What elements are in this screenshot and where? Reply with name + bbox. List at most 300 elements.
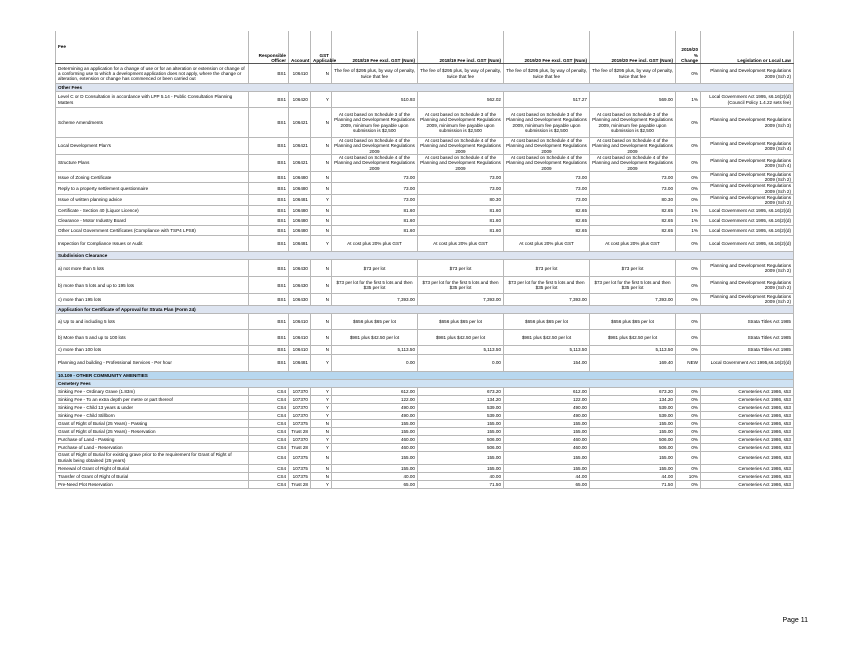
legislation-cell: Cemeteries Act 1986, s53 (701, 472, 794, 480)
fee-1819-excl-cell: 155.00 (332, 419, 418, 427)
fee-cell: Level C or D Consultation in accordance with LPP 5.14 - Public Consultation Planning Matters (56, 92, 249, 108)
fee-1819-excl-cell: 73.00 (332, 183, 418, 194)
gst-cell: Y (311, 395, 332, 403)
col-gst: GST Applicable (311, 31, 332, 64)
table-row (56, 216, 794, 226)
gst-cell: N (311, 138, 332, 155)
col-1920-excl: 2019/20 Fee excl. GST (Num) (504, 31, 590, 64)
fee-1920-incl-cell: 155.00 (590, 427, 676, 435)
officer-cell: BS1 (249, 226, 289, 236)
change-cell: 0% (676, 108, 701, 138)
fee-cell: Grant of Right of Burial (25 Years) - Passing (56, 419, 249, 427)
col-account: Account (289, 31, 311, 64)
account-cell: 106410 (289, 345, 311, 354)
fee-1920-incl-cell: $656 plus $65 per lot (590, 313, 676, 329)
fee-cell: Reply to a property settlement questionnaire (56, 183, 249, 194)
section-label: Other Fees (56, 84, 794, 92)
account-cell: Trust 28 (289, 480, 311, 488)
fee-1920-incl-cell: 506.00 (590, 443, 676, 451)
gst-cell: N (311, 206, 332, 216)
fee-cell: b) More than 5 and up to 100 lots (56, 329, 249, 345)
account-cell: 106480 (289, 226, 311, 236)
officer-cell: CS4 (249, 472, 289, 480)
section-row (56, 305, 794, 313)
gst-cell: Y (311, 194, 332, 205)
officer-cell: CS4 (249, 464, 289, 472)
gst-cell: Y (311, 480, 332, 488)
table-row (56, 108, 794, 138)
fee-schedule (55, 31, 793, 489)
fee-1819-incl-cell: $73 per lot for the first 5 lots and then $35 per lot (418, 277, 504, 294)
fee-1920-excl-cell: 154.00 (504, 354, 590, 371)
fee-1920-excl-cell: 65.00 (504, 480, 590, 488)
fee-1920-incl-cell: At cost based on Schedule 4 of the Planning and Development Regulations 2009 (590, 138, 676, 155)
table-row (56, 260, 794, 277)
officer-cell: BS1 (249, 183, 289, 194)
fee-1819-excl-cell: 490.00 (332, 411, 418, 419)
fee-1819-incl-cell: At cost based on Schedule 4 of the Planning and Development Regulations 2009 (418, 138, 504, 155)
fee-1819-incl-cell: 539.00 (418, 411, 504, 419)
legislation-cell: Local Government Act 1995, s6.16(2)(d) (701, 216, 794, 226)
legislation-cell: Planning and Development Regulations 2009 (Sch 2) (701, 277, 794, 294)
legislation-cell: Planning and Development Regulations 2009 (Sch 2) (701, 294, 794, 305)
fee-cell: b) more than 5 lots and up to 195 lots (56, 277, 249, 294)
gst-cell: N (311, 464, 332, 472)
officer-cell: BS1 (249, 155, 289, 172)
change-cell: 1% (676, 92, 701, 108)
fee-1819-incl-cell: 73.00 (418, 172, 504, 183)
change-cell: 0% (676, 329, 701, 345)
change-cell: 0% (676, 464, 701, 472)
change-cell: 0% (676, 183, 701, 194)
officer-cell: CS4 (249, 451, 289, 464)
fee-1920-incl-cell: 155.00 (590, 419, 676, 427)
fee-1920-excl-cell: 122.00 (504, 395, 590, 403)
gst-cell: Y (311, 354, 332, 371)
account-cell: 106480 (289, 206, 311, 216)
fee-1920-excl-cell: 490.00 (504, 403, 590, 411)
table-row (56, 226, 794, 236)
fee-1920-excl-cell: At cost based on Schedule 4 of the Planning and Development Regulations 2009 (504, 155, 590, 172)
legislation-cell: Planning and Development Regulations 2009 (Sch 2) (701, 194, 794, 205)
fee-1920-incl-cell: 5,113.50 (590, 345, 676, 354)
account-cell: 106410 (289, 313, 311, 329)
gst-cell: Y (311, 443, 332, 451)
gst-cell: N (311, 313, 332, 329)
officer-cell: BS1 (249, 354, 289, 371)
table-row (56, 387, 794, 395)
table-row (56, 277, 794, 294)
fee-cell: Other Local Government Certificates (Compliance with TSP4 LPS8) (56, 226, 249, 236)
fee-cell: Transfer of Grant of Right of Burial (56, 472, 249, 480)
fee-1819-incl-cell: At cost based on Schedule 4 of the Planning and Development Regulations 2009 (418, 155, 504, 172)
change-cell: 0% (676, 427, 701, 435)
fee-1819-excl-cell: 73.00 (332, 194, 418, 205)
fee-1819-incl-cell: $656 plus $65 per lot (418, 313, 504, 329)
col-1819-excl: 2018/19 Fee excl. GST (Num) (332, 31, 418, 64)
officer-cell: BS1 (249, 92, 289, 108)
table-row (56, 403, 794, 411)
account-cell: 107370 (289, 411, 311, 419)
officer-cell: BS1 (249, 194, 289, 205)
fee-1819-excl-cell: 81.60 (332, 206, 418, 216)
fee-1920-incl-cell: 506.00 (590, 435, 676, 443)
officer-cell: BS1 (249, 313, 289, 329)
officer-cell: CS4 (249, 480, 289, 488)
fee-cell: Certificate - Section 40 (Liquor Licence) (56, 206, 249, 216)
fee-cell: Clearance - Motor Industry Board (56, 216, 249, 226)
fee-1920-excl-cell: 460.00 (504, 435, 590, 443)
fee-cell: Sinking Fee - Child 13 years & under (56, 403, 249, 411)
gst-cell: N (311, 277, 332, 294)
change-cell: 0% (676, 313, 701, 329)
account-cell: 107375 (289, 451, 311, 464)
legislation-cell: Strata Titles Act 1985 (701, 345, 794, 354)
table-row (56, 92, 794, 108)
fee-1819-excl-cell: $73 per lot (332, 260, 418, 277)
gst-cell: Y (311, 236, 332, 252)
officer-cell: CS4 (249, 395, 289, 403)
fee-1920-excl-cell: At cost based on Schedule 4 of the Planning and Development Regulations 2009 (504, 138, 590, 155)
fee-1920-excl-cell: At cost based on Schedule 3 of the Planning and Development Regulations 2009, minimum fee payable upon submission is $2,500 (504, 108, 590, 138)
fee-1819-excl-cell: 490.00 (332, 403, 418, 411)
account-cell: 106421 (289, 155, 311, 172)
fee-1819-excl-cell: 510.93 (332, 92, 418, 108)
fee-cell: Local Development Plan's (56, 138, 249, 155)
fee-1920-incl-cell: 539.00 (590, 411, 676, 419)
account-cell: 107370 (289, 395, 311, 403)
fee-1819-incl-cell: $981 plus $42.50 per lot (418, 329, 504, 345)
fee-1920-incl-cell: 44.00 (590, 472, 676, 480)
fee-cell: Planning and building - Professional Services - Per hour (56, 354, 249, 371)
change-cell: 0% (676, 435, 701, 443)
fee-1819-incl-cell: 7,393.00 (418, 294, 504, 305)
gst-cell: N (311, 419, 332, 427)
fee-1819-excl-cell: 0.00 (332, 354, 418, 371)
fee-1819-incl-cell: 134.20 (418, 395, 504, 403)
fee-cell: Issue of written planning advice (56, 194, 249, 205)
table-row (56, 451, 794, 464)
table-row (56, 472, 794, 480)
legislation-cell: Planning and Development Regulations 2009 (Sch 2) (701, 64, 794, 84)
legislation-cell: Planning and Development Regulations 2009 (Sch 2) (701, 172, 794, 183)
gst-cell: N (311, 108, 332, 138)
fee-1920-incl-cell: $981 plus $42.50 per lot (590, 329, 676, 345)
legislation-cell: Strata Titles Act 1985 (701, 329, 794, 345)
account-cell: 106481 (289, 194, 311, 205)
fee-cell: c) more than 100 lots (56, 345, 249, 354)
change-cell: 0% (676, 277, 701, 294)
fee-1920-incl-cell: 7,393.00 (590, 294, 676, 305)
account-cell: 107375 (289, 472, 311, 480)
officer-cell: BS1 (249, 329, 289, 345)
legislation-cell: Cemeteries Act 1986, s53 (701, 443, 794, 451)
fee-cell: Purchase of Land - Passing (56, 435, 249, 443)
officer-cell: BS1 (249, 345, 289, 354)
account-cell: 107375 (289, 419, 311, 427)
fee-1819-incl-cell: 155.00 (418, 451, 504, 464)
table-row (56, 313, 794, 329)
fee-1819-incl-cell: 155.00 (418, 427, 504, 435)
legislation-cell: Cemeteries Act 1986, s53 (701, 419, 794, 427)
change-cell: 0% (676, 64, 701, 84)
fee-cell: Issue of Zoning Certificate (56, 172, 249, 183)
col-1819-incl: 2018/19 Fee incl. GST (Num) (418, 31, 504, 64)
table-row (56, 435, 794, 443)
table-row (56, 206, 794, 216)
fee-1819-excl-cell: 81.60 (332, 226, 418, 236)
fee-1920-excl-cell: 155.00 (504, 427, 590, 435)
account-cell: 106421 (289, 138, 311, 155)
col-1920-incl: 2019/20 Fee incl. GST (Num) (590, 31, 676, 64)
change-cell: 0% (676, 155, 701, 172)
table-row (56, 64, 794, 84)
table-row (56, 480, 794, 488)
fee-1920-incl-cell: 80.30 (590, 194, 676, 205)
account-cell: 106410 (289, 329, 311, 345)
fee-cell: Scheme Amendments (56, 108, 249, 138)
fee-1920-excl-cell: 73.00 (504, 172, 590, 183)
page-number: Page 11 (782, 617, 808, 624)
legislation-cell: Cemeteries Act 1986, s53 (701, 464, 794, 472)
account-cell: 106410 (289, 64, 311, 84)
gst-cell: N (311, 329, 332, 345)
legislation-cell: Cemeteries Act 1986, s53 (701, 395, 794, 403)
officer-cell: BS1 (249, 260, 289, 277)
fee-1920-incl-cell: $73 per lot for the first 5 lots and then $35 per lot (590, 277, 676, 294)
change-cell: 0% (676, 395, 701, 403)
fee-1920-excl-cell: 7,393.00 (504, 294, 590, 305)
fee-1920-incl-cell: 539.00 (590, 403, 676, 411)
officer-cell: BS1 (249, 64, 289, 84)
legislation-cell: Cemeteries Act 1986, s53 (701, 427, 794, 435)
account-cell: 106480 (289, 172, 311, 183)
change-cell: 0% (676, 194, 701, 205)
col-officer: Responsible Officer (249, 31, 289, 64)
col-legislation: Legislation or Local Law (701, 31, 794, 64)
fee-1819-incl-cell: $73 per lot (418, 260, 504, 277)
fee-1819-excl-cell: $981 plus $42.50 per lot (332, 329, 418, 345)
table-row (56, 443, 794, 451)
legislation-cell: Cemeteries Act 1986, s53 (701, 480, 794, 488)
fee-1819-excl-cell: The fee of $295 plus, by way of penalty, twice that fee (332, 64, 418, 84)
officer-cell: BS1 (249, 172, 289, 183)
fee-1819-incl-cell: 40.00 (418, 472, 504, 480)
table-row (56, 172, 794, 183)
legislation-cell: Cemeteries Act 1986, s53 (701, 411, 794, 419)
account-cell: 106430 (289, 294, 311, 305)
fee-1920-excl-cell: 82.65 (504, 226, 590, 236)
gst-cell: N (311, 260, 332, 277)
officer-cell: CS4 (249, 443, 289, 451)
fee-1819-excl-cell: 7,393.00 (332, 294, 418, 305)
fee-1819-excl-cell: 155.00 (332, 464, 418, 472)
gst-cell: Y (311, 387, 332, 395)
fee-1819-incl-cell: 155.00 (418, 419, 504, 427)
officer-cell: CS4 (249, 387, 289, 395)
officer-cell: BS1 (249, 294, 289, 305)
col-fee: Fee (56, 31, 249, 64)
section-row (56, 252, 794, 260)
account-cell: 107370 (289, 387, 311, 395)
fee-1920-incl-cell: 673.20 (590, 387, 676, 395)
legislation-cell: Local Government Act 1995, s6.16(2)(d) (701, 206, 794, 216)
table-body (56, 64, 794, 489)
fee-1920-incl-cell: 155.00 (590, 451, 676, 464)
fee-1819-incl-cell: 81.60 (418, 206, 504, 216)
officer-cell: CS4 (249, 403, 289, 411)
fee-cell: Grant of Right of Burial (25 Years) - Reservation (56, 427, 249, 435)
table-row (56, 329, 794, 345)
account-cell: 107370 (289, 403, 311, 411)
change-cell: 1% (676, 226, 701, 236)
table-row (56, 236, 794, 252)
gst-cell: N (311, 226, 332, 236)
fee-cell: Sinking Fee - Ordinary Grave (1.83m) (56, 387, 249, 395)
fee-1920-excl-cell: 460.00 (504, 443, 590, 451)
officer-cell: CS4 (249, 411, 289, 419)
gst-cell: N (311, 294, 332, 305)
fee-cell: Purchase of Land - Reservation (56, 443, 249, 451)
account-cell: Trust 28 (289, 443, 311, 451)
fee-1920-excl-cell: 5,113.50 (504, 345, 590, 354)
fee-1819-excl-cell: 65.00 (332, 480, 418, 488)
account-cell: 106480 (289, 183, 311, 194)
fee-1920-excl-cell: $656 plus $65 per lot (504, 313, 590, 329)
fee-1819-excl-cell: 122.00 (332, 395, 418, 403)
table-row (56, 294, 794, 305)
fee-1819-incl-cell: 71.50 (418, 480, 504, 488)
fee-1920-excl-cell: 155.00 (504, 464, 590, 472)
fee-1920-incl-cell: 155.00 (590, 464, 676, 472)
fee-1819-excl-cell: At cost plus 20% plus GST (332, 236, 418, 252)
legislation-cell: Planning and Development Regulations 2009 (Sch 4) (701, 138, 794, 155)
fee-1819-excl-cell: 460.00 (332, 435, 418, 443)
fee-1920-excl-cell: 490.00 (504, 411, 590, 419)
officer-cell: BS1 (249, 138, 289, 155)
change-cell: 0% (676, 345, 701, 354)
change-cell: 0% (676, 294, 701, 305)
fee-1819-incl-cell: 0.00 (418, 354, 504, 371)
change-cell: 10% (676, 472, 701, 480)
legislation-cell: Planning and Development Regulations 2009 (Sch 3) (701, 108, 794, 138)
gst-cell: N (311, 427, 332, 435)
fee-1920-incl-cell: At cost plus 20% plus GST (590, 236, 676, 252)
change-cell: 0% (676, 451, 701, 464)
fee-1819-excl-cell: $73 per lot for the first 5 lots and then $35 per lot (332, 277, 418, 294)
fee-cell: Sinking Fee - Child Stillborn (56, 411, 249, 419)
gst-cell: N (311, 172, 332, 183)
account-cell: 107375 (289, 464, 311, 472)
legislation-cell: Local Government Act 1995, s6.16(2)(d) (701, 236, 794, 252)
legislation-cell: Planning and Development Regulations 2009 (Sch 2) (701, 260, 794, 277)
legislation-cell: Local Government Act 1995, s6.16(2)(d) (701, 226, 794, 236)
fee-1819-incl-cell: The fee of $295 plus, by way of penalty, twice that fee (418, 64, 504, 84)
change-cell: 0% (676, 260, 701, 277)
officer-cell: CS4 (249, 435, 289, 443)
fee-1920-excl-cell: $981 plus $42.50 per lot (504, 329, 590, 345)
officer-cell: BS1 (249, 206, 289, 216)
officer-cell: CS4 (249, 419, 289, 427)
fee-1819-incl-cell: At cost plus 20% plus GST (418, 236, 504, 252)
fee-cell: Pre-Need Plot Reservation (56, 480, 249, 488)
section-row (56, 379, 794, 387)
gst-cell: Y (311, 403, 332, 411)
fee-cell: Renewal of Grant of Right of Burial (56, 464, 249, 472)
fee-cell: a) not more than 5 lots (56, 260, 249, 277)
col-change: 2019/20 % Change (676, 31, 701, 64)
table-row (56, 138, 794, 155)
fee-1819-excl-cell: 155.00 (332, 427, 418, 435)
fee-1819-excl-cell: 73.00 (332, 172, 418, 183)
account-cell: 106481 (289, 354, 311, 371)
fee-1920-incl-cell: 569.00 (590, 92, 676, 108)
fee-1819-incl-cell: At cost based on Schedule 3 of the Planning and Development Regulations 2009, minimum fee payable upon submission is $2,500 (418, 108, 504, 138)
table-row (56, 183, 794, 194)
change-cell: 0% (676, 172, 701, 183)
main-section-row (56, 371, 794, 379)
legislation-cell: Cemeteries Act 1986, s53 (701, 403, 794, 411)
fee-1920-excl-cell: 44.00 (504, 472, 590, 480)
change-cell: 1% (676, 206, 701, 216)
fee-1819-excl-cell: At cost based on Schedule 4 of the Planning and Development Regulations 2009 (332, 138, 418, 155)
section-label: Subdivision Clearance (56, 252, 794, 260)
legislation-cell: Planning and Development Regulations 2009 (Sch 4) (701, 155, 794, 172)
legislation-cell: Local Government Act 1995,s6.16(2)(d) (701, 354, 794, 371)
fee-cell: Structure Plans (56, 155, 249, 172)
fee-1920-excl-cell: $73 per lot (504, 260, 590, 277)
legislation-cell: Planning and Development Regulations 2009 (Sch 2) (701, 183, 794, 194)
officer-cell: CS4 (249, 427, 289, 435)
account-cell: 106420 (289, 92, 311, 108)
gst-cell: Y (311, 435, 332, 443)
fee-1819-incl-cell: 562.02 (418, 92, 504, 108)
fee-1920-excl-cell: 155.00 (504, 419, 590, 427)
fee-1819-incl-cell: 5,113.50 (418, 345, 504, 354)
gst-cell: N (311, 64, 332, 84)
gst-cell: Y (311, 411, 332, 419)
fee-1819-incl-cell: 506.00 (418, 435, 504, 443)
account-cell: Trust 28 (289, 427, 311, 435)
change-cell: 1% (676, 216, 701, 226)
gst-cell: N (311, 155, 332, 172)
fee-1819-incl-cell: 81.60 (418, 216, 504, 226)
fee-1819-excl-cell: 40.00 (332, 472, 418, 480)
fee-1920-incl-cell: $73 per lot (590, 260, 676, 277)
gst-cell: N (311, 345, 332, 354)
fee-1920-excl-cell: 155.00 (504, 451, 590, 464)
fee-1920-incl-cell: 71.50 (590, 480, 676, 488)
fee-1920-incl-cell: 82.65 (590, 216, 676, 226)
fee-1920-incl-cell: 73.00 (590, 172, 676, 183)
fee-1920-excl-cell: 82.65 (504, 206, 590, 216)
gst-cell: N (311, 183, 332, 194)
fee-1920-excl-cell: At cost plus 20% plus GST (504, 236, 590, 252)
fee-1920-excl-cell: 82.65 (504, 216, 590, 226)
legislation-cell: Cemeteries Act 1986, s53 (701, 387, 794, 395)
table-row (56, 395, 794, 403)
fee-1920-incl-cell: At cost based on Schedule 3 of the Planning and Development Regulations 2009, minimum fee payable upon submission is $2,500 (590, 108, 676, 138)
legislation-cell: Strata Titles Act 1985 (701, 313, 794, 329)
fee-cell: Sinking Fee - To an extra depth per metre or part thereof (56, 395, 249, 403)
change-cell: 0% (676, 138, 701, 155)
fee-cell: Determining an application for a change of use or for an alteration or extension or change of a conforming use to which a development application does not apply, where the change or alteration, extension or change has commenced or been carried out (56, 64, 249, 84)
fee-1920-incl-cell: The fee of $295 plus, by way of penalty, twice that fee (590, 64, 676, 84)
fee-1920-excl-cell: 73.00 (504, 183, 590, 194)
account-cell: 106480 (289, 216, 311, 226)
fee-1819-incl-cell: 155.00 (418, 464, 504, 472)
fee-1920-incl-cell: 134.20 (590, 395, 676, 403)
